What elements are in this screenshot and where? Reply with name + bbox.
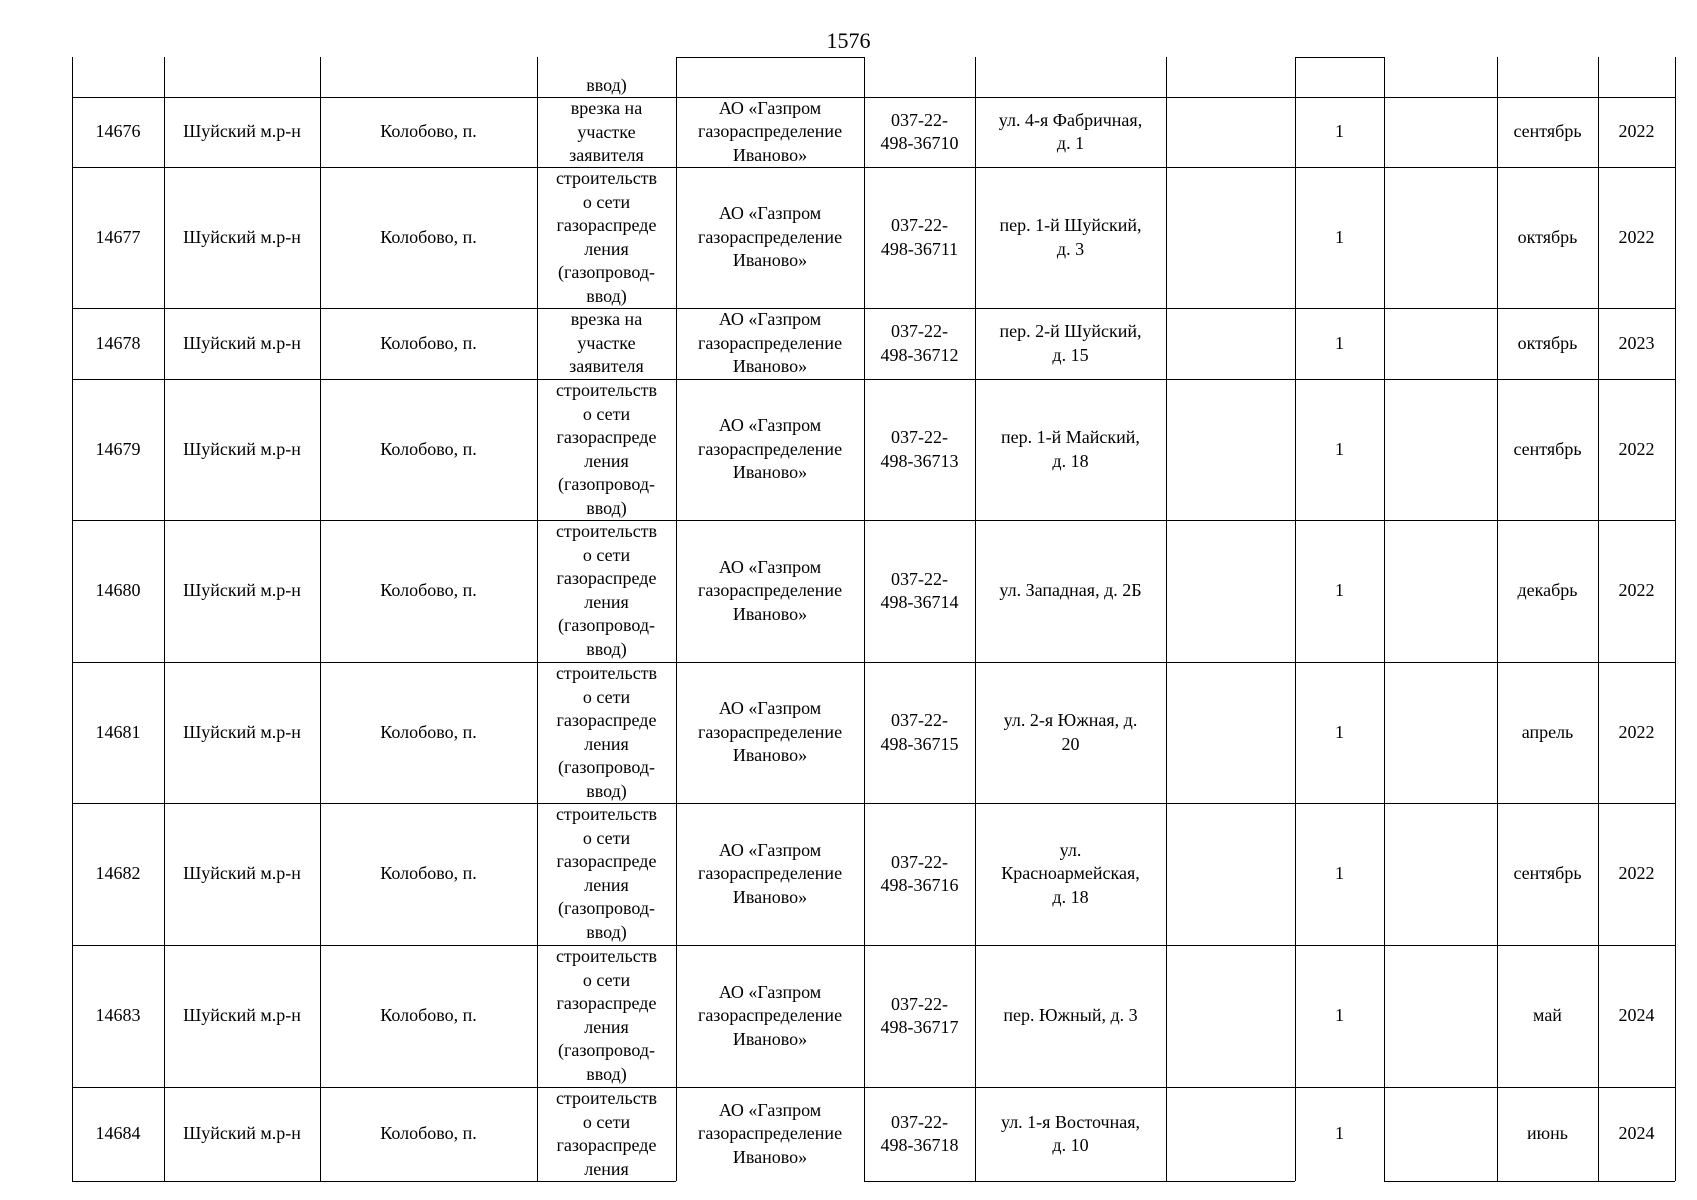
cell-work: строительств о сети газораспреде ления (газопровод- ввод) bbox=[555, 946, 658, 1084]
cell-org: АО «Газпром газораспределение Иваново» bbox=[697, 309, 843, 377]
cell-org: АО «Газпром газораспределение Иваново» bbox=[697, 97, 843, 165]
cell-qty: 1 bbox=[1335, 121, 1344, 142]
grid-vline bbox=[1384, 57, 1385, 1181]
cell-code: 037-22- 498-36710 bbox=[880, 109, 959, 153]
grid-vline bbox=[72, 57, 73, 1181]
cell-id: 14676 bbox=[95, 121, 141, 142]
cell-settlement: Колобово, п. bbox=[380, 580, 477, 601]
cell-org: АО «Газпром газораспределение Иваново» bbox=[697, 698, 843, 766]
cell-settlement: Колобово, п. bbox=[380, 438, 477, 459]
cell-qty: 1 bbox=[1335, 721, 1344, 742]
grid-hline bbox=[72, 167, 1675, 168]
grid-vline bbox=[1295, 57, 1296, 1181]
cell-address: пер. 2-й Шуйский, д. 15 bbox=[999, 321, 1142, 365]
cell-id: 14677 bbox=[95, 226, 141, 247]
cell-org: АО «Газпром газораспределение Иваново» bbox=[697, 981, 843, 1049]
cell-qty: 1 bbox=[1335, 863, 1344, 884]
cell-month: апрель bbox=[1521, 721, 1574, 742]
cell-org: АО «Газпром газораспределение Иваново» bbox=[697, 839, 843, 907]
cell-year: 2024 bbox=[1618, 1123, 1655, 1144]
cell-id: 14680 bbox=[95, 580, 141, 601]
grid-vline bbox=[1166, 57, 1167, 1181]
cell-district: Шуйский м.р-н bbox=[183, 1123, 301, 1144]
cell-district: Шуйский м.р-н bbox=[183, 438, 301, 459]
cell-settlement: Колобово, п. bbox=[380, 863, 477, 884]
cell-address: ул. 1-я Восточная, д. 10 bbox=[1000, 1111, 1141, 1155]
cell-address: ул. 4-я Фабричная, д. 1 bbox=[998, 109, 1143, 153]
cell-month: сентябрь bbox=[1513, 438, 1582, 459]
cell-org: АО «Газпром газораспределение Иваново» bbox=[697, 415, 843, 483]
cell-work: строительств о сети газораспреде ления (газопровод- ввод) bbox=[555, 804, 658, 942]
cell-settlement: Колобово, п. bbox=[380, 121, 477, 142]
cell-code: 037-22- 498-36718 bbox=[880, 1111, 959, 1155]
cell-work: строительств о сети газораспреде ления (газопровод- ввод) bbox=[555, 521, 658, 659]
grid-hline bbox=[72, 945, 1675, 946]
cell-district: Шуйский м.р-н bbox=[183, 332, 301, 353]
cell-month: июнь bbox=[1527, 1123, 1568, 1144]
cell-month: декабрь bbox=[1517, 580, 1578, 601]
grid-vline bbox=[320, 57, 321, 1181]
grid-hline bbox=[72, 1181, 676, 1182]
cell-work: строительств о сети газораспреде ления (газопровод- ввод) bbox=[555, 663, 658, 801]
cell-qty: 1 bbox=[1335, 580, 1344, 601]
grid-hline bbox=[72, 379, 1675, 380]
grid-hline bbox=[72, 520, 1675, 521]
cell-org: АО «Газпром газораспределение Иваново» bbox=[697, 1099, 843, 1167]
cell-code: 037-22- 498-36715 bbox=[880, 710, 959, 754]
cell-year: 2022 bbox=[1618, 580, 1655, 601]
cell-settlement: Колобово, п. bbox=[380, 1005, 477, 1026]
cell-address: ул. Западная, д. 2Б bbox=[999, 580, 1142, 601]
cell-month: октябрь bbox=[1517, 332, 1578, 353]
cell-id: 14682 bbox=[95, 863, 141, 884]
page-number: 1576 bbox=[826, 28, 871, 53]
cell-settlement: Колобово, п. bbox=[380, 332, 477, 353]
cell-code: 037-22- 498-36714 bbox=[880, 568, 959, 612]
grid-vline bbox=[1598, 57, 1599, 1181]
grid-vline bbox=[164, 57, 165, 1181]
grid-hline bbox=[1295, 57, 1384, 58]
cell-district: Шуйский м.р-н bbox=[183, 226, 301, 247]
grid-vline bbox=[1675, 57, 1676, 1181]
continued-work-cell: ввод) bbox=[586, 74, 627, 95]
grid-hline bbox=[72, 97, 1675, 98]
grid-vline bbox=[864, 57, 865, 1181]
cell-id: 14679 bbox=[95, 438, 141, 459]
cell-district: Шуйский м.р-н bbox=[183, 1005, 301, 1026]
cell-qty: 1 bbox=[1335, 438, 1344, 459]
cell-settlement: Колобово, п. bbox=[380, 721, 477, 742]
cell-qty: 1 bbox=[1335, 1005, 1344, 1026]
grid-hline bbox=[1384, 1181, 1675, 1182]
grid-vline bbox=[1497, 57, 1498, 1181]
cell-district: Шуйский м.р-н bbox=[183, 863, 301, 884]
cell-org: АО «Газпром газораспределение Иваново» bbox=[697, 203, 843, 271]
cell-year: 2024 bbox=[1618, 1005, 1655, 1026]
cell-year: 2022 bbox=[1618, 863, 1655, 884]
cell-settlement: Колобово, п. bbox=[380, 1123, 477, 1144]
cell-code: 037-22- 498-36716 bbox=[880, 851, 959, 895]
cell-year: 2023 bbox=[1618, 332, 1655, 353]
cell-settlement: Колобово, п. bbox=[380, 226, 477, 247]
cell-org: АО «Газпром газораспределение Иваново» bbox=[697, 556, 843, 624]
cell-code: 037-22- 498-36717 bbox=[880, 993, 959, 1037]
cell-address: ул. 2-я Южная, д. 20 bbox=[1003, 710, 1138, 754]
grid-hline bbox=[72, 662, 1675, 663]
cell-year: 2022 bbox=[1618, 721, 1655, 742]
cell-work: строительств о сети газораспреде ления bbox=[555, 1088, 658, 1179]
cell-month: сентябрь bbox=[1513, 863, 1582, 884]
cell-work: врезка на участке заявителя bbox=[569, 309, 644, 376]
cell-code: 037-22- 498-36712 bbox=[880, 321, 959, 365]
cell-id: 14681 bbox=[95, 721, 141, 742]
cell-id: 14683 bbox=[95, 1005, 141, 1026]
grid-vline bbox=[975, 57, 976, 1181]
cell-month: сентябрь bbox=[1513, 121, 1582, 142]
grid-vline bbox=[676, 57, 677, 1181]
cell-year: 2022 bbox=[1618, 438, 1655, 459]
cell-month: октябрь bbox=[1517, 226, 1578, 247]
cell-qty: 1 bbox=[1335, 226, 1344, 247]
cell-work: врезка на участке заявителя bbox=[569, 98, 644, 165]
cell-year: 2022 bbox=[1618, 226, 1655, 247]
cell-work: строительств о сети газораспреде ления (газопровод- ввод) bbox=[555, 380, 658, 518]
cell-address: пер. 1-й Майский, д. 18 bbox=[1001, 427, 1140, 471]
cell-address: пер. 1-й Шуйский, д. 3 bbox=[999, 215, 1142, 259]
grid-hline bbox=[864, 1181, 1295, 1182]
cell-id: 14684 bbox=[95, 1123, 141, 1144]
cell-address: пер. Южный, д. 3 bbox=[1003, 1005, 1138, 1026]
cell-district: Шуйский м.р-н bbox=[183, 580, 301, 601]
cell-id: 14678 bbox=[95, 332, 141, 353]
cell-address: ул. Красноармейская, д. 18 bbox=[1001, 839, 1140, 907]
cell-district: Шуйский м.р-н bbox=[183, 121, 301, 142]
cell-month: май bbox=[1533, 1005, 1562, 1026]
grid-hline bbox=[72, 308, 1675, 309]
cell-code: 037-22- 498-36711 bbox=[880, 215, 959, 259]
cell-qty: 1 bbox=[1335, 332, 1344, 353]
cell-district: Шуйский м.р-н bbox=[183, 721, 301, 742]
cell-code: 037-22- 498-36713 bbox=[880, 427, 959, 471]
grid-hline bbox=[72, 1087, 1675, 1088]
cell-year: 2022 bbox=[1618, 121, 1655, 142]
grid-vline bbox=[537, 57, 538, 1181]
grid-hline bbox=[676, 57, 864, 58]
grid-hline bbox=[72, 803, 1675, 804]
cell-qty: 1 bbox=[1335, 1123, 1344, 1144]
cell-work: строительств о сети газораспреде ления (газопровод- ввод) bbox=[555, 168, 658, 306]
